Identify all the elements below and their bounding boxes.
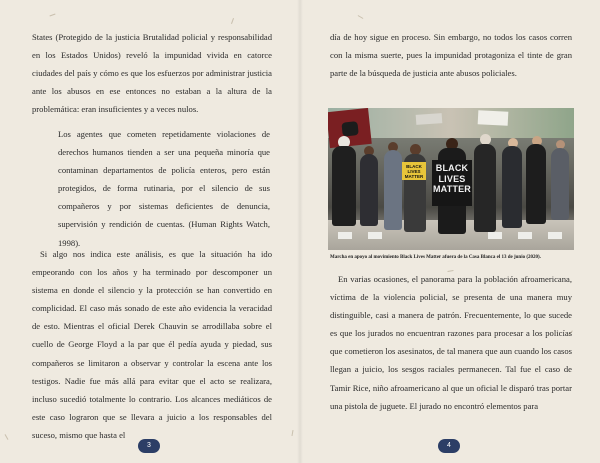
paper-fleck	[358, 15, 364, 19]
crosswalk-stripe	[488, 232, 502, 239]
photo-caption: Marcha en apoyo al movimiento Black Lives Matter afuera de la Casa Blanca el 13 de junio (2020).	[330, 255, 541, 260]
left-paragraph-2: Si algo nos indica este análisis, es que la situación ha ido empeorando con los años y ha terminado por descomponer un sistema en donde el silencio y la protección se han convertido en complicidad. El caso más sonado de este año evidencia la veracidad de esto. Mientras el oficial Derek Chauvin se arrodillaba sobre el cuello de George Floyd a la par que él pedía ayuda y piedad, sus compañeros se limitaron a observar y controlar la escena ante los testigos. Nadie fue más allá para evitar que el acto se realizara, incluso sucedió totalmente lo contrario. Los alcances mediáticos de este caso lograron que se llevara a juicio a los responsables del suceso, mismo que hasta el	[32, 249, 272, 440]
block-quote: Los agentes que cometen repetidamente violaciones de derechos humanos tienden a ser una pequeña minoría que contaminan departamentos de policía enteros, pero están protegidos, de forma rutinaria, por el silencio de sus compañeros y por sistemas deficientes de denuncia, supervisión y rendición de cuentas. (Human Rights Watch, 1998).	[58, 129, 270, 248]
protester	[526, 144, 546, 224]
protester	[502, 146, 522, 228]
protest-photo	[328, 108, 574, 250]
protester	[360, 154, 378, 226]
sign-line: BLACK	[435, 163, 469, 173]
page-number-badge: 3	[138, 439, 160, 453]
small-protest-sign: BLACK LIVES MATTER	[402, 162, 426, 180]
protester	[551, 148, 569, 220]
page-number-badge: 4	[438, 439, 460, 453]
crosswalk-stripe	[368, 232, 382, 239]
protester	[474, 144, 496, 232]
protest-sign	[416, 113, 443, 125]
sign-line: MATTER	[432, 184, 472, 194]
left-paragraph-1: States (Protegido de la justicia Brutalidad policial y responsabilidad en los Estados Unidos) reveló la impunidad vivida en catorce ciudades del país y cómo es que los esfuerzos por administrar justicia ante los abusos en ese entonces no estaban a la altura de la problemática: eran insuficientes y a veces nulos.	[32, 32, 272, 115]
crosswalk-stripe	[338, 232, 352, 239]
right-paragraph-2: En varias ocasiones, el panorama para la población afroamericana, víctima de la violencia policial, se presenta de una manera muy distinguible, casi a manera de patrón. Frecuentemente, lo que sucede es que los jurados no encuentran razones para procesar a los policías que cometieron los asesinatos, de tal manera que aun cuando los casos llegan a juicio, los sesgos raciales permanecen. Tal fue el caso de Tamir Rice, niño afroamericano al que un oficial le disparó tras portar una pistola de juguete. El jurado no encontró elementos para	[330, 274, 572, 411]
crosswalk-stripe	[548, 232, 562, 239]
paper-fleck	[5, 434, 9, 440]
paper-fleck	[231, 18, 234, 24]
protester	[384, 150, 402, 230]
paper-fleck	[291, 430, 293, 436]
right-paragraph-1: día de hoy sigue en proceso. Sin embargo, no todos los casos corren con la misma suerte, pues la impunidad protagoniza el tinte de gran parte de la búsqueda de justicia ante abusos policiales.	[330, 32, 572, 79]
fist-icon	[341, 121, 358, 137]
black-lives-matter-sign	[432, 160, 472, 206]
sign-line: LIVES	[438, 173, 466, 184]
right-page	[300, 0, 600, 463]
paper-fleck	[50, 14, 56, 17]
crosswalk-stripe	[518, 232, 532, 239]
protester	[332, 146, 356, 226]
protest-sign	[478, 110, 509, 126]
